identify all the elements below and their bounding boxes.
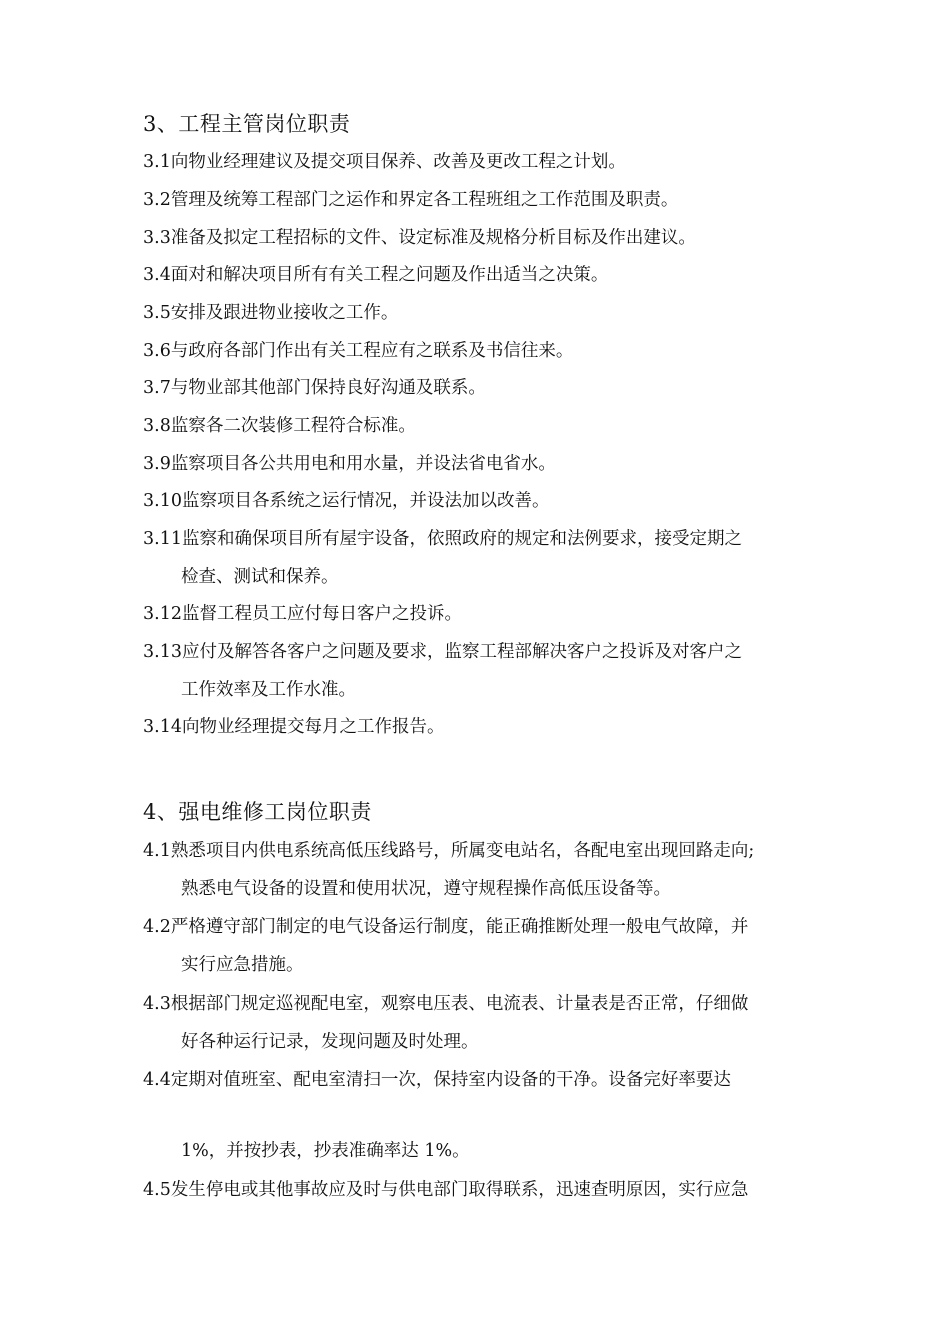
item-number: 3.2 bbox=[143, 190, 171, 210]
list-item bbox=[143, 603, 462, 625]
section-heading: 4、强电维修工岗位职责 bbox=[143, 800, 372, 824]
item-text: 向物业经理提交每月之工作报告。 bbox=[181, 717, 445, 737]
list-item bbox=[143, 490, 549, 512]
item-number: 3.1 bbox=[143, 152, 171, 172]
item-number: 3.7 bbox=[143, 378, 171, 398]
item-continuation: 检查、测试和保养。 bbox=[181, 567, 339, 587]
item-number: 3.11 bbox=[143, 529, 182, 549]
item-number: 4.4 bbox=[143, 1070, 171, 1090]
item-number: 3.13 bbox=[143, 642, 182, 662]
list-item bbox=[143, 453, 556, 475]
item-number: 3.3 bbox=[143, 228, 171, 248]
list-item bbox=[143, 151, 626, 173]
list-item bbox=[143, 993, 748, 1015]
item-text: 根据部门规定巡视配电室，观察电压表、电流表、计量表是否正常，仔细做 bbox=[170, 994, 749, 1014]
section-heading: 3、工程主管岗位职责 bbox=[143, 112, 351, 136]
item-number: 3.9 bbox=[143, 454, 171, 474]
list-item bbox=[143, 716, 444, 738]
item-text: 监察各二次装修工程符合标准。 bbox=[170, 416, 416, 436]
item-continuation: 1%，并按抄表，抄表准确率达 1%。 bbox=[181, 1141, 470, 1161]
list-item bbox=[143, 1179, 748, 1201]
item-text: 监察项目各系统之运行情况，并设法加以改善。 bbox=[181, 491, 550, 511]
item-number: 3.12 bbox=[143, 604, 182, 624]
item-text: 监督工程员工应付每日客户之投诉。 bbox=[181, 604, 462, 624]
item-continuation: 熟悉电气设备的设置和使用状况，遵守规程操作高低压设备等。 bbox=[181, 879, 671, 899]
item-number: 3.4 bbox=[143, 265, 171, 285]
list-item bbox=[143, 189, 678, 211]
item-text: 监察和确保项目所有屋宇设备，依照政府的规定和法例要求，接受定期之 bbox=[181, 529, 742, 549]
list-item bbox=[143, 302, 398, 324]
list-item bbox=[143, 415, 416, 437]
item-continuation: 实行应急措施。 bbox=[181, 955, 304, 975]
list-item bbox=[143, 641, 742, 663]
item-number: 3.6 bbox=[143, 341, 171, 361]
list-item bbox=[143, 840, 754, 862]
item-number: 3.14 bbox=[143, 717, 182, 737]
item-number: 4.5 bbox=[143, 1180, 171, 1200]
list-item bbox=[143, 227, 696, 249]
item-continuation: 工作效率及工作水准。 bbox=[181, 680, 356, 700]
item-text: 与政府各部门作出有关工程应有之联系及书信往来。 bbox=[170, 341, 574, 361]
item-text: 定期对值班室、配电室清扫一次，保持室内设备的干净。设备完好率要达 bbox=[170, 1070, 731, 1090]
item-text: 监察项目各公共用电和用水量，并设法省电省水。 bbox=[170, 454, 556, 474]
item-number: 3.5 bbox=[143, 303, 171, 323]
list-item bbox=[143, 340, 573, 362]
item-number: 4.2 bbox=[143, 917, 171, 937]
item-number: 3.8 bbox=[143, 416, 171, 436]
item-text: 面对和解决项目所有有关工程之问题及作出适当之决策。 bbox=[170, 265, 609, 285]
list-item bbox=[143, 264, 608, 286]
list-item bbox=[143, 528, 742, 550]
item-text: 安排及跟进物业接收之工作。 bbox=[170, 303, 399, 323]
item-text: 与物业部其他部门保持良好沟通及联系。 bbox=[170, 378, 486, 398]
list-item bbox=[143, 377, 486, 399]
item-text: 熟悉项目内供电系统高低压线路号，所属变电站名，各配电室出现回路走向; bbox=[170, 841, 755, 861]
item-text: 向物业经理建议及提交项目保养、改善及更改工程之计划。 bbox=[170, 152, 626, 172]
item-number: 4.3 bbox=[143, 994, 171, 1014]
item-text: 管理及统筹工程部门之运作和界定各工程班组之工作范围及职责。 bbox=[170, 190, 679, 210]
item-text: 发生停电或其他事故应及时与供电部门取得联系，迅速查明原因，实行应急 bbox=[170, 1180, 749, 1200]
item-text: 准备及拟定工程招标的文件、设定标准及规格分析目标及作出建议。 bbox=[170, 228, 696, 248]
item-number: 3.10 bbox=[143, 491, 182, 511]
list-item bbox=[143, 916, 748, 938]
item-text: 应付及解答各客户之问题及要求，监察工程部解决客户之投诉及对客户之 bbox=[181, 642, 742, 662]
list-item bbox=[143, 1069, 731, 1091]
item-continuation: 好各种运行记录，发现问题及时处理。 bbox=[181, 1032, 479, 1052]
item-text: 严格遵守部门制定的电气设备运行制度，能正确推断处理一般电气故障，并 bbox=[170, 917, 749, 937]
item-number: 4.1 bbox=[143, 841, 171, 861]
